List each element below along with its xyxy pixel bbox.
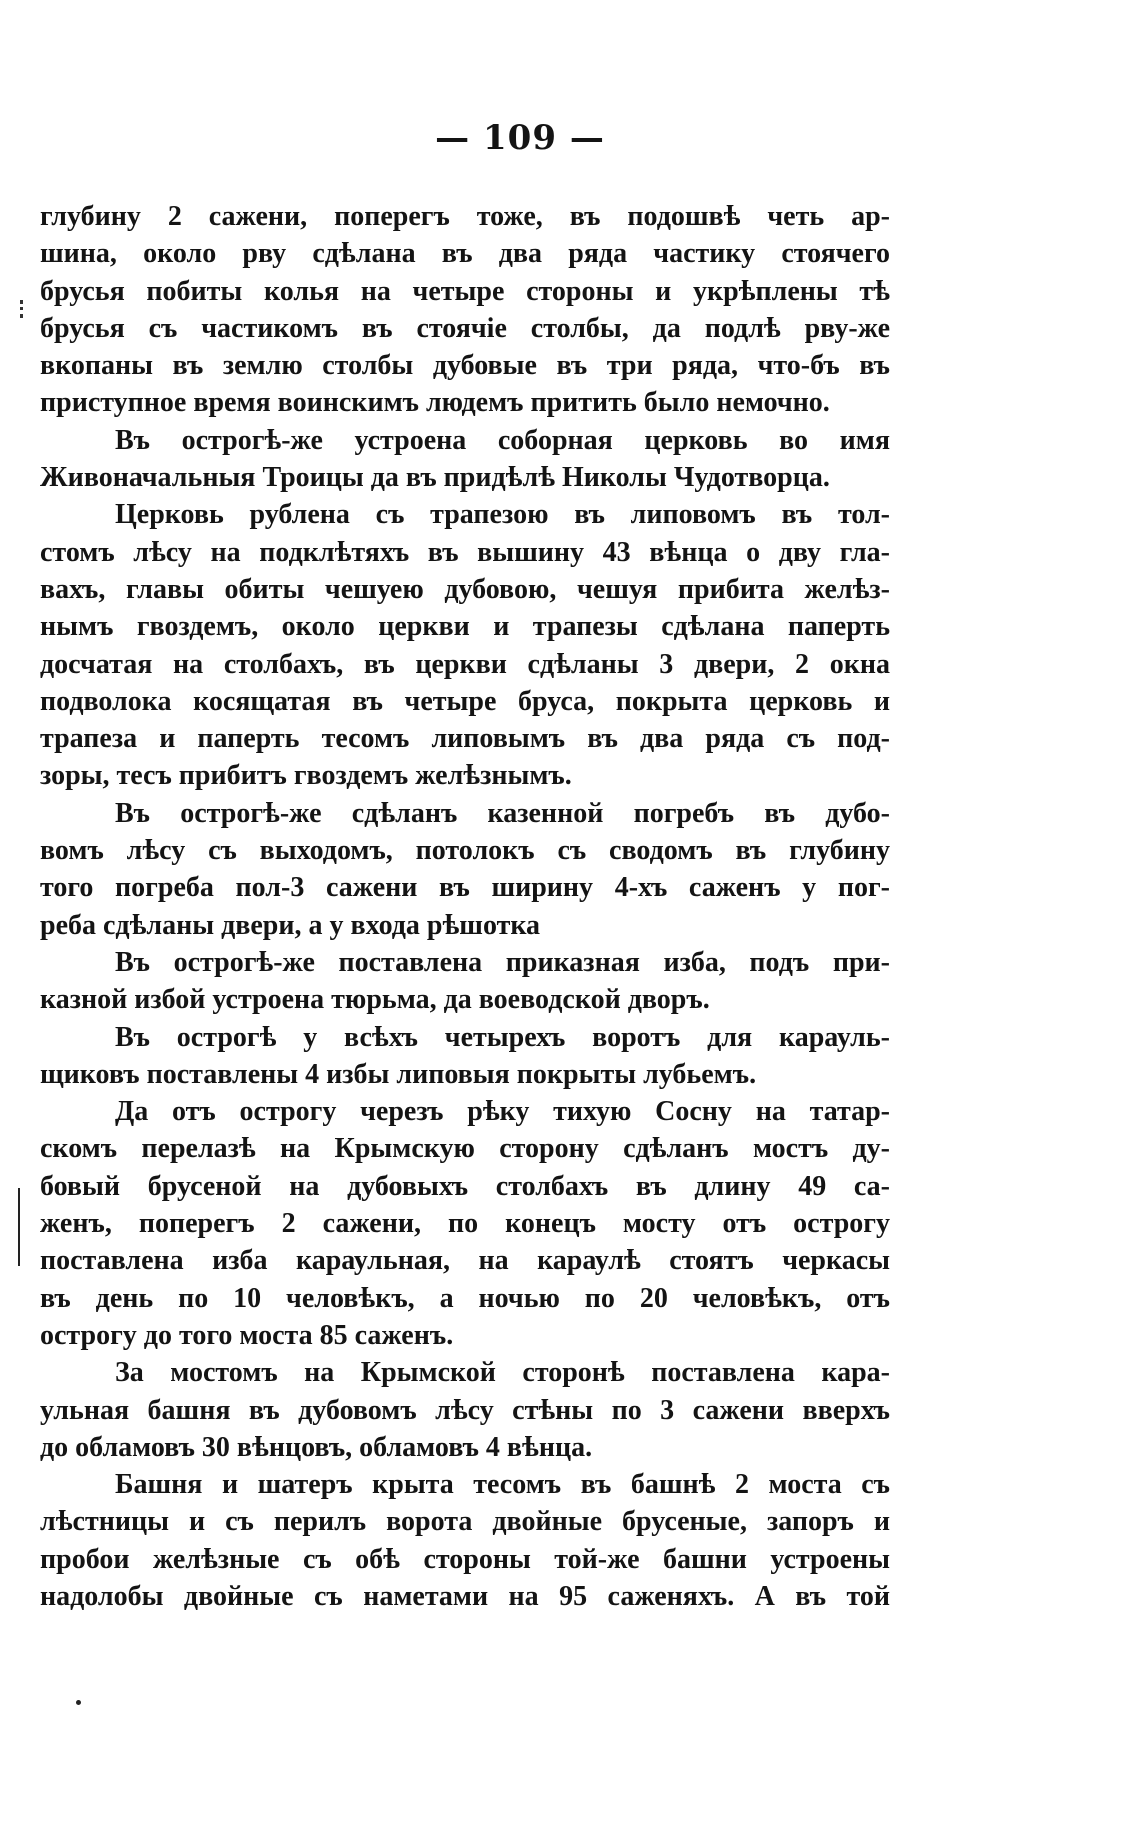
text-line: шина, около рву сдѣлана въ два ряда частику стоячего [40, 238, 890, 270]
text-line: Въ острогѣ у всѣхъ четырехъ воротъ для карауль- [115, 1021, 890, 1053]
margin-mark [20, 300, 26, 318]
text-line: казной избой устроена тюрьма, да воеводской дворъ. [40, 984, 710, 1016]
text-line: Церковь рублена съ трапезою въ липовомъ въ тол- [115, 499, 890, 531]
text-line: приступное время воинскимъ людемъ притить было немочно. [40, 387, 830, 419]
page-number: — 109 — [435, 118, 605, 158]
text-line: реба сдѣланы двери, а у входа рѣшотка [40, 909, 541, 941]
text-line: женъ, поперегъ 2 сажени, по конецъ мосту отъ острогу [40, 1208, 890, 1240]
text-line: нымъ гвоздемъ, около церкви и трапезы сдѣлана паперть [40, 611, 890, 643]
text-line: стомъ лѣсу на подклѣтяхъ въ вышину 43 вѣнца о дву гла- [40, 536, 890, 568]
stray-dot [76, 1700, 81, 1705]
text-line: вахъ, главы обиты чешуею дубовою, чешуя прибита желѣз- [40, 573, 890, 605]
text-line: зоры, тесъ прибитъ гвоздемъ желѣзнымъ. [40, 760, 572, 792]
text-line: поставлена изба караульная, на караулѣ стоятъ черкасы [40, 1245, 890, 1277]
text-line: острогу до того моста 85 саженъ. [40, 1319, 454, 1351]
text-line: лѣстницы и съ перилъ ворота двойные брусеные, запоръ и [40, 1506, 890, 1538]
text-line: того погреба пол-3 сажени въ ширину 4-хъ саженъ у пог- [40, 872, 890, 904]
text-line: вкопаны въ землю столбы дубовые въ три ряда, что-бъ въ [40, 350, 890, 382]
text-line: подволока косящатая въ четыре бруса, покрыта церковь и [40, 685, 890, 717]
text-line: вомъ лѣсу съ выходомъ, потолокъ съ сводомъ въ глубину [40, 835, 890, 867]
text-line: брусья съ частикомъ въ стоячіе столбы, да подлѣ рву-же [40, 312, 890, 344]
text-line: Въ острогѣ-же поставлена приказная изба, подъ при- [115, 946, 890, 978]
text-line: щиковъ поставлены 4 избы липовыя покрыты лубьемъ. [40, 1058, 757, 1090]
text-line: За мостомъ на Крымской сторонѣ поставлена кара- [115, 1357, 890, 1389]
text-line: досчатая на столбахъ, въ церкви сдѣланы 3 двери, 2 окна [40, 648, 890, 680]
text-line: скомъ перелазѣ на Крымскую сторону сдѣланъ мостъ ду- [40, 1133, 890, 1165]
text-line: трапеза и паперть тесомъ липовымъ въ два ряда съ под- [40, 723, 890, 755]
text-line: Въ острогѣ-же устроена соборная церковь во имя [115, 424, 890, 456]
text-line: надолобы двойные съ наметами на 95 саженяхъ. А въ той [40, 1580, 890, 1612]
text-line: Да отъ острогу черезъ рѣку тихую Сосну на татар- [115, 1096, 890, 1128]
body-text [40, 198, 890, 1615]
text-line: Живоначальныя Троицы да въ придѣлѣ Николы Чудотворца. [40, 462, 830, 494]
text-line: брусья побиты колья на четыре стороны и укрѣплены тѣ [40, 275, 890, 307]
text-line: глубину 2 сажени, поперегъ тоже, въ подошвѣ четь ар- [40, 201, 890, 232]
margin-line [18, 1188, 20, 1266]
text-line: Въ острогѣ-же сдѣланъ казенной погребъ въ дубо- [115, 797, 890, 829]
text-line: Башня и шатеръ крыта тесомъ въ башнѣ 2 моста съ [115, 1469, 890, 1501]
text-line: въ день по 10 человѣкъ, а ночью по 20 человѣкъ, отъ [40, 1282, 890, 1314]
text-line: бовый брусеной на дубовыхъ столбахъ въ длину 49 са- [40, 1170, 890, 1202]
text-line: ульная башня въ дубовомъ лѣсу стѣны по 3 сажени вверхъ [40, 1394, 890, 1426]
text-line: до обламовъ 30 вѣнцовъ, обламовъ 4 вѣнца. [40, 1431, 593, 1463]
text-line: пробои желѣзные съ обѣ стороны той-же башни устроены [40, 1543, 890, 1575]
